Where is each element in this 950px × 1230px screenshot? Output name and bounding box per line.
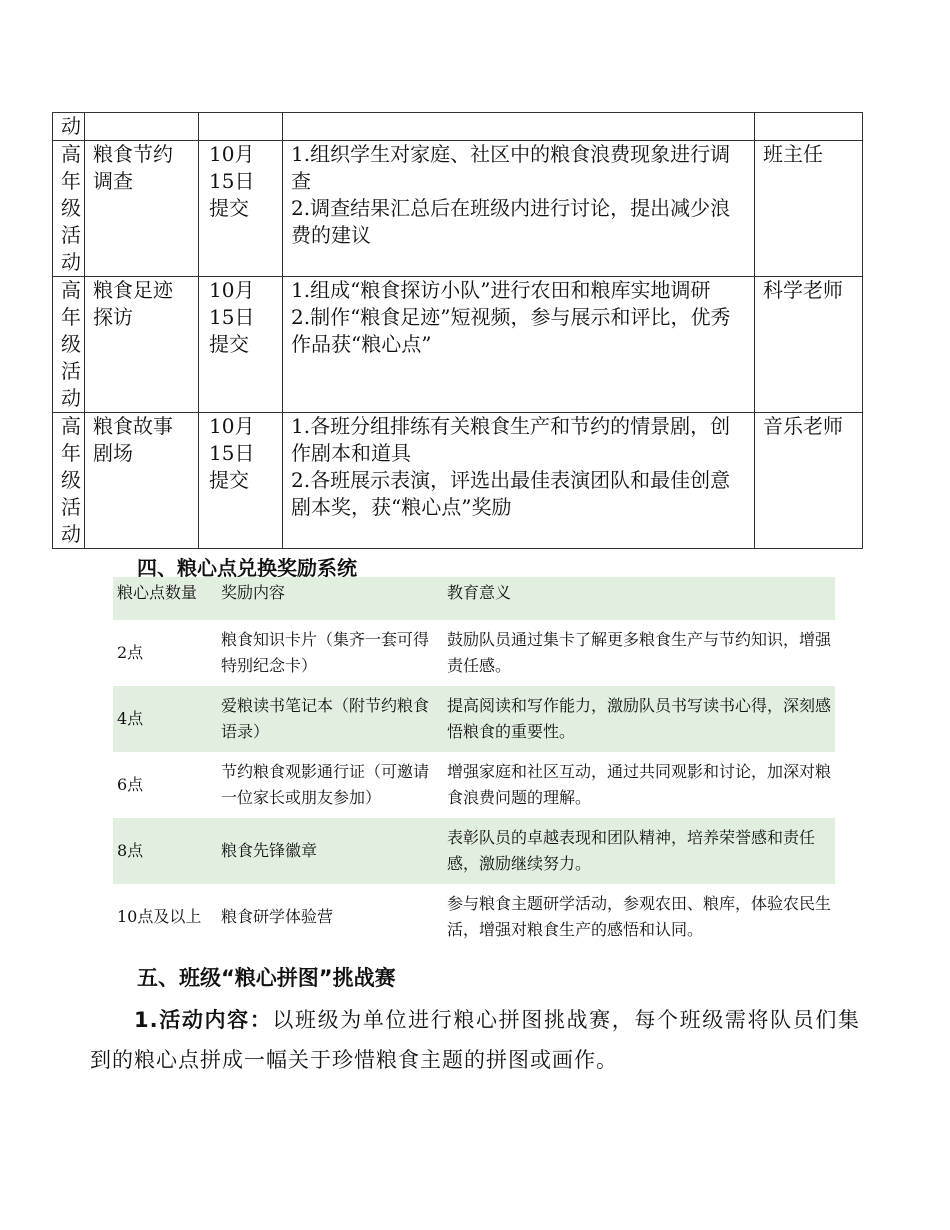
owner-cell	[755, 113, 863, 141]
reward-cell: 爱粮读书笔记本（附节约粮食语录）	[221, 696, 430, 741]
grade-cell: 高 年 级 活 动	[53, 141, 85, 277]
table-row-fragment	[53, 113, 863, 141]
owner-cell: 音乐老师	[755, 413, 863, 549]
table-row	[53, 277, 863, 413]
name-cell: 粮食足迹探访	[85, 277, 199, 413]
date-cell: 10月 15日 提交	[199, 277, 283, 413]
name-cell	[85, 113, 199, 141]
grade-cell: 高 年 级 活 动	[53, 277, 85, 413]
owner-cell: 班主任	[755, 141, 863, 277]
points-cell: 8点	[117, 841, 144, 860]
meaning-cell: 表彰队员的卓越表现和团队精神，培养荣誉感和责任感，激励继续努力。	[447, 828, 816, 873]
header-meaning: 教育意义	[447, 583, 512, 602]
reward-cell: 节约粮食观影通行证（可邀请一位家长或朋友参加）	[221, 762, 430, 807]
reward-cell: 粮食研学体验营	[221, 907, 334, 926]
meaning-cell: 参与粮食主题研学活动，参观农田、粮库，体验农民生活，增强对粮食生产的感悟和认同。	[447, 894, 832, 939]
reward-cell: 粮食先锋徽章	[221, 841, 318, 860]
name-cell: 粮食节约调查	[85, 141, 199, 277]
points-cell: 4点	[117, 709, 144, 728]
reward-header-row	[113, 577, 835, 620]
table-row	[113, 686, 835, 752]
reward-cell: 粮食知识卡片（集齐一套可得特别纪念卡）	[221, 630, 430, 675]
table-row	[113, 752, 835, 818]
grade-cell: 动	[53, 113, 85, 141]
points-cell: 2点	[117, 643, 144, 662]
table-row	[53, 413, 863, 549]
owner-cell: 科学老师	[755, 277, 863, 413]
section-4-title: 四、粮心点兑换奖励系统	[137, 556, 357, 580]
meaning-cell: 增强家庭和社区互动，通过共同观影和讨论，加深对粮食浪费问题的理解。	[447, 762, 832, 807]
table-row	[113, 620, 835, 686]
date-cell: 10月 15日 提交	[199, 413, 283, 549]
activity-table	[52, 112, 863, 549]
grade-cell: 高 年 级 活 动	[53, 413, 85, 549]
date-cell: 10月 15日 提交	[199, 141, 283, 277]
paragraph-text: 以班级为单位进行粮心拼图挑战赛，每个班级需将队员们集到的粮心点拼成一幅关于珍惜粮食主题的拼图或画作。	[90, 1008, 861, 1072]
meaning-cell: 提高阅读和写作能力，激励队员书写读书心得，深刻感悟粮食的重要性。	[447, 696, 832, 741]
desc-cell: 1.组成“粮食探访小队”进行农田和粮库实地调研 2.制作“粮食足迹”短视频，参与展示和评比，优秀作品获“粮心点”	[283, 277, 755, 413]
points-cell: 6点	[117, 775, 144, 794]
table-row	[53, 141, 863, 277]
meaning-cell: 鼓励队员通过集卡了解更多粮食生产与节约知识，增强责任感。	[447, 630, 832, 675]
name-cell: 粮食故事剧场	[85, 413, 199, 549]
desc-cell: 1.组织学生对家庭、社区中的粮食浪费现象进行调查 2.调查结果汇总后在班级内进行讨论，提出减少浪费的建议	[283, 141, 755, 277]
table-row	[113, 818, 835, 884]
date-cell	[199, 113, 283, 141]
table-row	[113, 884, 835, 950]
desc-cell: 1.各班分组排练有关粮食生产和节约的情景剧，创作剧本和道具 2.各班展示表演，评选出最佳表演团队和最佳创意剧本奖，获“粮心点”奖励	[283, 413, 755, 549]
desc-cell	[283, 113, 755, 141]
points-cell: 10点及以上	[117, 907, 202, 926]
section-5-title: 五、班级“粮心拼图”挑战赛	[137, 966, 396, 990]
header-points: 粮心点数量	[117, 583, 198, 602]
activity-content-paragraph	[90, 1000, 860, 1080]
reward-table	[113, 577, 835, 950]
header-reward: 奖励内容	[221, 583, 286, 602]
paragraph-lead: 1.活动内容：	[134, 1008, 273, 1032]
